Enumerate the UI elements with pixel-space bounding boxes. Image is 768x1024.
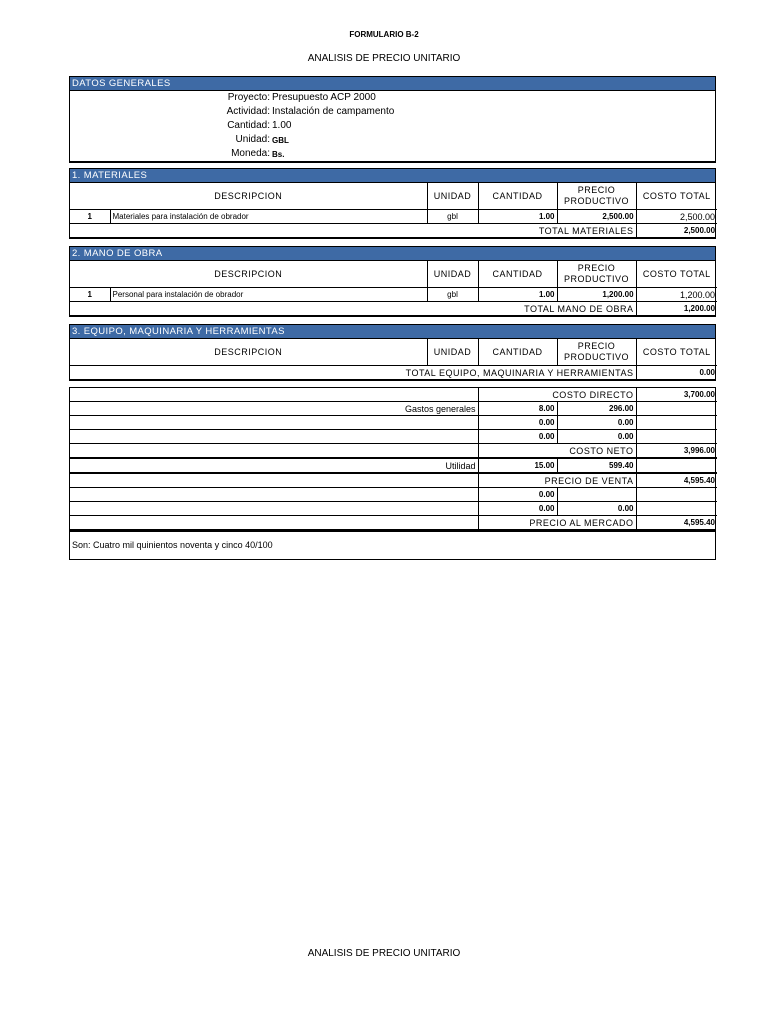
- col-unidad: UNIDAD: [427, 183, 478, 210]
- general-row-proyecto: [70, 92, 715, 106]
- table-row: [70, 210, 717, 224]
- equipment-heading: 3. EQUIPO, MAQUINARIA Y HERRAMIENTAS: [70, 325, 715, 339]
- costo-neto-value: 3,996.00: [636, 444, 717, 459]
- blank-value: 0.00: [478, 488, 557, 502]
- gastos-row: [70, 402, 717, 416]
- general-label: Moneda:: [231, 148, 270, 159]
- labor-section: [69, 246, 716, 317]
- general-label: Actividad:: [226, 106, 270, 117]
- item-total: 2,500.00: [636, 210, 717, 224]
- equipment-table: [70, 339, 717, 379]
- col-precio-line1: PRECIO: [577, 341, 616, 351]
- general-value: Instalación de campamento: [272, 106, 395, 117]
- empty-cell: [70, 516, 478, 530]
- summary-table: [70, 388, 717, 529]
- costo-directo-value: 3,700.00: [636, 388, 717, 402]
- general-label: Proyecto:: [227, 92, 270, 103]
- general-value: GBL: [272, 136, 289, 145]
- general-row-moneda: [70, 148, 715, 162]
- col-precio: [557, 183, 636, 210]
- total-row: [70, 302, 717, 316]
- amount-in-words-box: [69, 531, 716, 560]
- item-price: 1,200.00: [557, 288, 636, 302]
- costo-directo-label: COSTO DIRECTO: [478, 388, 636, 402]
- general-row-unidad: [70, 134, 715, 148]
- total-value: 2,500.00: [636, 224, 717, 238]
- costo-neto-label: COSTO NETO: [478, 444, 636, 459]
- col-cantidad: CANTIDAD: [478, 339, 557, 366]
- costo-neto-row: [70, 444, 717, 459]
- empty-cell: [70, 502, 478, 516]
- empty-cell: [636, 502, 717, 516]
- costo-directo-row: [70, 388, 717, 402]
- total-row: [70, 224, 717, 238]
- precio-venta-row: [70, 473, 717, 488]
- materials-section: [69, 168, 716, 239]
- empty-cell: [70, 444, 478, 459]
- total-row: [70, 366, 717, 380]
- col-precio: [557, 339, 636, 366]
- col-descripcion: DESCRIPCION: [70, 183, 427, 210]
- general-value: Bs.: [272, 150, 285, 159]
- empty-cell: [557, 488, 636, 502]
- blank-value: 0.00: [478, 430, 557, 444]
- general-data-section: [69, 76, 716, 163]
- amount-in-words: Son: Cuatro mil quinientos noventa y cinco 40/100: [72, 540, 273, 550]
- empty-cell: [70, 488, 478, 502]
- empty-cell: [636, 458, 717, 473]
- empty-cell: [636, 488, 717, 502]
- form-code: FORMULARIO B-2: [349, 30, 419, 39]
- empty-cell: [636, 416, 717, 430]
- page-title: ANALISIS DE PRECIO UNITARIO: [307, 53, 461, 64]
- item-quantity: 1.00: [478, 288, 557, 302]
- general-data-heading: DATOS GENERALES: [70, 77, 715, 91]
- empty-cell: [636, 430, 717, 444]
- utilidad-value: 599.40: [557, 458, 636, 473]
- empty-cell: [70, 388, 478, 402]
- general-value: Presupuesto ACP 2000: [272, 92, 376, 103]
- precio-venta-value: 4,595.40: [636, 473, 717, 488]
- item-total: 1,200.00: [636, 288, 717, 302]
- empty-cell: [70, 473, 478, 488]
- column-header-row: [70, 183, 717, 210]
- total-value: 0.00: [636, 366, 717, 380]
- item-number: 1: [70, 288, 110, 302]
- col-precio-line2: PRODUCTIVO: [564, 196, 630, 206]
- precio-mercado-label: PRECIO AL MERCADO: [478, 516, 636, 530]
- blank-value: 0.00: [557, 502, 636, 516]
- empty-cell: [70, 416, 478, 430]
- empty-cell: [636, 402, 717, 416]
- total-label: TOTAL EQUIPO, MAQUINARIA Y HERRAMIENTAS: [70, 366, 636, 380]
- precio-mercado-row: [70, 516, 717, 530]
- precio-mercado-value: 4,595.40: [636, 516, 717, 530]
- col-precio-line1: PRECIO: [577, 263, 616, 273]
- utilidad-label: Utilidad: [70, 458, 478, 473]
- col-cantidad: CANTIDAD: [478, 183, 557, 210]
- item-unit: gbl: [427, 210, 478, 224]
- total-label: TOTAL MATERIALES: [70, 224, 636, 238]
- labor-heading: 2. MANO DE OBRA: [70, 247, 715, 261]
- general-row-actividad: [70, 106, 715, 120]
- col-costo-total: COSTO TOTAL: [636, 183, 717, 210]
- labor-table: [70, 261, 717, 315]
- item-unit: gbl: [427, 288, 478, 302]
- materials-table: [70, 183, 717, 237]
- footer-title: ANALISIS DE PRECIO UNITARIO: [307, 948, 461, 959]
- general-row-cantidad: [70, 120, 715, 134]
- blank-value: 0.00: [478, 502, 557, 516]
- total-label: TOTAL MANO DE OBRA: [70, 302, 636, 316]
- gastos-label: Gastos generales: [70, 402, 478, 416]
- col-descripcion: DESCRIPCION: [70, 261, 427, 288]
- item-quantity: 1.00: [478, 210, 557, 224]
- blank-row: [70, 502, 717, 516]
- materials-heading: 1. MATERIALES: [70, 169, 715, 183]
- item-description: Materiales para instalación de obrador: [110, 210, 427, 224]
- item-number: 1: [70, 210, 110, 224]
- total-value: 1,200.00: [636, 302, 717, 316]
- column-header-row: [70, 261, 717, 288]
- utilidad-percent: 15.00: [478, 458, 557, 473]
- item-description: Personal para instalación de obrador: [110, 288, 427, 302]
- summary-section: [69, 387, 716, 531]
- col-precio-line2: PRODUCTIVO: [564, 274, 630, 284]
- precio-venta-label: PRECIO DE VENTA: [478, 473, 636, 488]
- col-precio-line2: PRODUCTIVO: [564, 352, 630, 362]
- blank-row: [70, 488, 717, 502]
- gastos-percent: 8.00: [478, 402, 557, 416]
- col-costo-total: COSTO TOTAL: [636, 339, 717, 366]
- col-cantidad: CANTIDAD: [478, 261, 557, 288]
- table-row: [70, 288, 717, 302]
- item-price: 2,500.00: [557, 210, 636, 224]
- col-precio: [557, 261, 636, 288]
- blank-row: [70, 416, 717, 430]
- col-costo-total: COSTO TOTAL: [636, 261, 717, 288]
- column-header-row: [70, 339, 717, 366]
- col-precio-line1: PRECIO: [577, 185, 616, 195]
- general-label: Cantidad:: [227, 120, 270, 131]
- general-label: Unidad:: [235, 134, 270, 145]
- utilidad-row: [70, 458, 717, 473]
- blank-row: [70, 430, 717, 444]
- equipment-section: [69, 324, 716, 381]
- empty-cell: [70, 430, 478, 444]
- col-unidad: UNIDAD: [427, 261, 478, 288]
- general-value: 1.00: [272, 120, 292, 131]
- blank-value: 0.00: [557, 416, 636, 430]
- blank-value: 0.00: [557, 430, 636, 444]
- col-unidad: UNIDAD: [427, 339, 478, 366]
- gastos-value: 296.00: [557, 402, 636, 416]
- blank-value: 0.00: [478, 416, 557, 430]
- col-descripcion: DESCRIPCION: [70, 339, 427, 366]
